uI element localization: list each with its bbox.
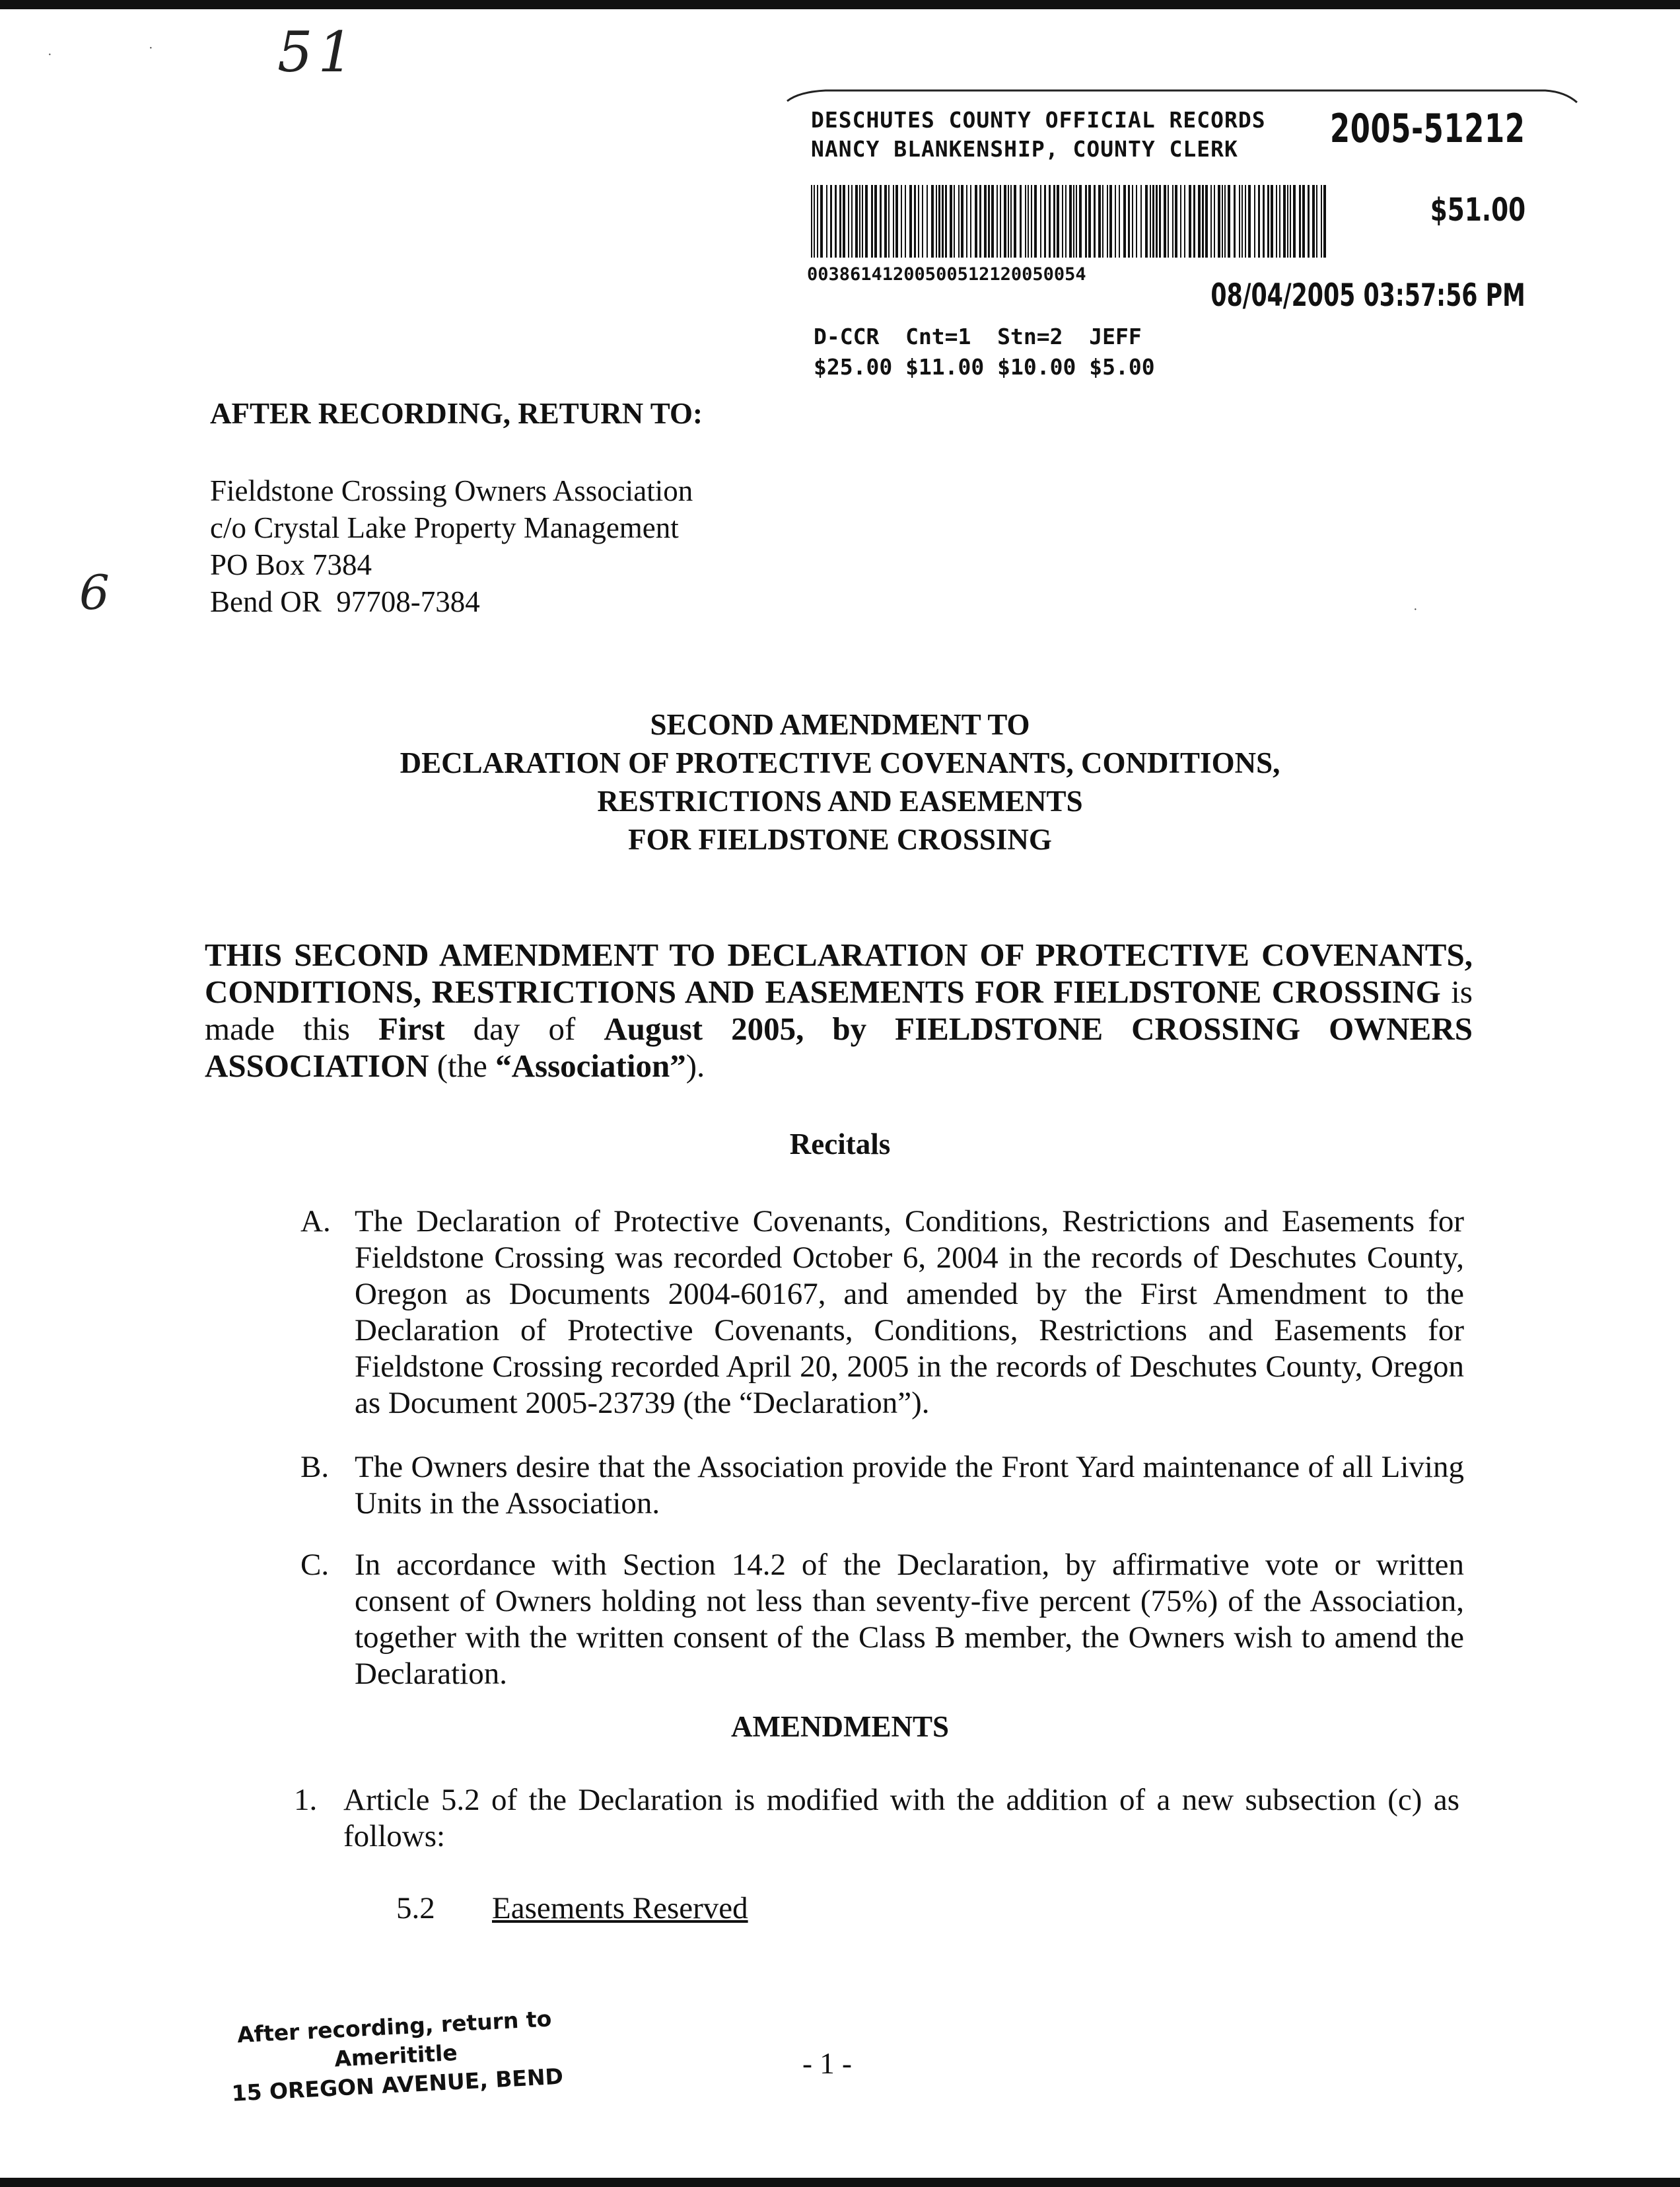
barcode-bar bbox=[830, 185, 832, 258]
barcode-bar bbox=[1000, 185, 1001, 258]
amendment-text: Article 5.2 of the Declaration is modified with the addition of a new subsection (c) as follows: bbox=[343, 1783, 1459, 1853]
barcode-bar bbox=[1214, 185, 1215, 258]
barcode-bar bbox=[1140, 185, 1142, 258]
intro-text: day of bbox=[444, 1011, 604, 1047]
page-number: - 1 - bbox=[802, 2047, 852, 2080]
barcode-bar bbox=[1098, 185, 1101, 258]
stamp-codes: D-CCR Cnt=1 Stn=2 JEFF bbox=[814, 324, 1142, 349]
footer-stamp-line: After recording, return to bbox=[236, 2005, 553, 2048]
barcode-bar bbox=[1242, 185, 1243, 258]
barcode-bar bbox=[1025, 185, 1026, 258]
barcode-bar bbox=[1299, 185, 1301, 258]
barcode-bar bbox=[1276, 185, 1277, 258]
barcode-bar bbox=[958, 185, 960, 258]
amendments-heading: AMENDMENTS bbox=[730, 1710, 949, 1743]
barcode-bar bbox=[1198, 185, 1201, 258]
barcode-bar bbox=[1258, 185, 1260, 258]
intro-text: is made this bbox=[205, 974, 1473, 1047]
barcode-bar bbox=[1094, 185, 1096, 258]
barcode-bar bbox=[848, 185, 849, 258]
barcode-bar bbox=[817, 185, 818, 258]
barcode-bar bbox=[945, 185, 947, 258]
barcode-bar bbox=[865, 185, 868, 258]
handwritten-note-top: 51 bbox=[277, 20, 359, 85]
barcode-bar bbox=[880, 185, 882, 258]
barcode-bar bbox=[811, 185, 812, 258]
barcode-bar bbox=[1205, 185, 1208, 258]
barcode-bar bbox=[1323, 185, 1326, 258]
barcode-bar bbox=[855, 185, 858, 258]
stamp-amounts: $25.00 $11.00 $10.00 $5.00 bbox=[814, 354, 1155, 380]
address-line: Bend OR 97708-7384 bbox=[210, 585, 480, 618]
subsection-title: Easements Reserved bbox=[492, 1891, 748, 1925]
barcode-bar bbox=[1218, 185, 1220, 258]
recital-text: The Declaration of Protective Covenants, Conditions, Restrictions and Easements for Fieldstone Crossing was recorded October 6, 2004 in the records of Deschutes County, Oregon as Documents 2004-60167, and amended by the First Amendment to the Declaration of Protective Covenants, Conditions, Restrictions and Easements for Fieldstone Crossing recorded April 20, 2005 in the records of Deschutes County, Oregon as Document 2005-23739 (the “Declaration”). bbox=[355, 1204, 1464, 1420]
barcode-number: 00386141200500512120050054 bbox=[807, 264, 1086, 285]
intro-text: (the bbox=[429, 1048, 496, 1084]
footer-return-stamp bbox=[228, 2004, 564, 2108]
handwritten-note-margin: 6 bbox=[79, 565, 110, 620]
barcode-bar bbox=[918, 185, 919, 258]
barcode-bar bbox=[862, 185, 863, 258]
barcode-bar bbox=[901, 185, 902, 258]
barcode-bar bbox=[1316, 185, 1317, 258]
barcode-bar bbox=[938, 185, 940, 258]
barcode-bar bbox=[874, 185, 877, 258]
return-to-heading: AFTER RECORDING, RETURN TO: bbox=[210, 397, 703, 430]
barcode-bar bbox=[1228, 185, 1230, 258]
barcode-bar bbox=[970, 185, 971, 258]
barcode-bar bbox=[1267, 185, 1269, 258]
barcode-bar bbox=[843, 185, 845, 258]
barcode-bar bbox=[927, 185, 928, 258]
barcode-bar bbox=[814, 185, 815, 258]
subsection-number: 5.2 bbox=[396, 1891, 435, 1925]
scan-speck: · bbox=[48, 48, 52, 62]
barcode-bar bbox=[1145, 185, 1148, 258]
scan-top-border bbox=[0, 0, 1680, 9]
barcode-bar bbox=[1210, 185, 1212, 258]
barcode-bar bbox=[1119, 185, 1120, 258]
fee-total: $51.00 bbox=[1430, 192, 1525, 229]
barcode-bar bbox=[1085, 185, 1087, 258]
barcode-bar bbox=[859, 185, 860, 258]
recital-label: C. bbox=[300, 1548, 330, 1582]
barcode-bar bbox=[1239, 185, 1240, 258]
barcode-bar bbox=[954, 185, 955, 258]
recital-label: A. bbox=[300, 1204, 331, 1238]
barcode-bar bbox=[1065, 185, 1067, 258]
barcode-bar bbox=[1248, 185, 1251, 258]
title-line: FOR FIELDSTONE CROSSING bbox=[628, 823, 1052, 856]
barcode-bar bbox=[1044, 185, 1046, 258]
barcode-bar bbox=[966, 185, 967, 258]
address-line: c/o Crystal Lake Property Management bbox=[210, 511, 679, 544]
barcode-bar bbox=[1224, 185, 1226, 258]
recital-text: The Owners desire that the Association provide the Front Yard maintenance of all Living Units in the Association. bbox=[355, 1450, 1464, 1521]
barcode-bar bbox=[1057, 185, 1059, 258]
title-line: RESTRICTIONS AND EASEMENTS bbox=[597, 785, 1083, 818]
barcode-bar bbox=[1053, 185, 1055, 258]
address-line: PO Box 7384 bbox=[210, 548, 372, 581]
barcode-bar bbox=[1069, 185, 1072, 258]
barcode-bar bbox=[997, 185, 998, 258]
barcode-bar bbox=[1184, 185, 1185, 258]
return-address bbox=[210, 472, 693, 620]
barcode-bar bbox=[871, 185, 873, 258]
barcode-bar bbox=[1040, 185, 1041, 258]
barcode-bar bbox=[1004, 185, 1006, 258]
barcode-bar bbox=[991, 185, 994, 258]
barcode-bar bbox=[1175, 185, 1177, 258]
intro-bold: THIS SECOND AMENDMENT TO DECLARATION OF PROTECTIVE COVENANTS, CONDITIONS, RESTRICTIONS AND EASEMENTS FOR FIELDSTONE CROSSING bbox=[205, 937, 1473, 1010]
barcode-bar bbox=[1109, 185, 1112, 258]
barcode-bar bbox=[914, 185, 916, 258]
recital-label: B. bbox=[300, 1450, 330, 1484]
barcode-bar bbox=[1008, 185, 1009, 258]
barcode-bar bbox=[1150, 185, 1151, 258]
barcode-bar bbox=[1293, 185, 1296, 258]
barcode-bar bbox=[851, 185, 853, 258]
intro-bold: August 2005, by FIELDSTONE CROSSING OWNERS ASSOCIATION bbox=[205, 1011, 1473, 1084]
title-line: DECLARATION OF PROTECTIVE COVENANTS, CONDITIONS, bbox=[400, 746, 1280, 779]
title-line: SECOND AMENDMENT TO bbox=[650, 708, 1030, 741]
barcode-bar bbox=[909, 185, 912, 258]
barcode-bar bbox=[1283, 185, 1286, 258]
document-title bbox=[198, 705, 1482, 859]
barcode-bar bbox=[1049, 185, 1051, 258]
barcode-bar bbox=[1159, 185, 1161, 258]
barcode-bar bbox=[1107, 185, 1108, 258]
barcode-bar bbox=[1132, 185, 1133, 258]
barcode-bar bbox=[1321, 185, 1322, 258]
recitals-heading: Recitals bbox=[789, 1128, 891, 1161]
stamp-header-line-1: DESCHUTES COUNTY OFFICIAL RECORDS bbox=[811, 107, 1266, 133]
barcode-bar bbox=[1123, 185, 1126, 258]
barcode-bar bbox=[1156, 185, 1158, 258]
barcode-bar bbox=[905, 185, 906, 258]
barcode-bar bbox=[1028, 185, 1029, 258]
barcode-bar bbox=[1152, 185, 1154, 258]
barcode-bar bbox=[1164, 185, 1166, 258]
barcode-bar bbox=[1308, 185, 1310, 258]
barcode-bar bbox=[1073, 185, 1074, 258]
footer-stamp-line: Amerititle bbox=[333, 2039, 458, 2072]
barcode-bar bbox=[961, 185, 963, 258]
barcode-bar bbox=[1115, 185, 1116, 258]
barcode-bar bbox=[1014, 185, 1016, 258]
barcode-bar bbox=[1312, 185, 1315, 258]
barcode-bar bbox=[1180, 185, 1181, 258]
barcode-bar bbox=[1020, 185, 1022, 258]
barcode-bar bbox=[1287, 185, 1288, 258]
barcode-bar bbox=[979, 185, 981, 258]
barcode-bar bbox=[884, 185, 887, 258]
barcode-bar bbox=[1079, 185, 1082, 258]
intro-bold: First bbox=[378, 1011, 445, 1047]
barcode-bar bbox=[942, 185, 944, 258]
intro-text: ). bbox=[685, 1048, 705, 1084]
barcode-bar bbox=[826, 185, 827, 258]
scan-speck: · bbox=[1413, 602, 1418, 617]
barcode-bar bbox=[1168, 185, 1169, 258]
footer-stamp-line: 15 OREGON AVENUE, BEND bbox=[230, 2063, 564, 2106]
recording-datetime: 08/04/2005 03:57:56 PM bbox=[1210, 277, 1525, 314]
amendment-label: 1. bbox=[294, 1783, 318, 1817]
barcode-bar bbox=[1202, 185, 1204, 258]
barcode-bar bbox=[1222, 185, 1223, 258]
barcode-bar bbox=[888, 185, 890, 258]
barcode-bar bbox=[820, 185, 823, 258]
barcode-bar bbox=[1076, 185, 1077, 258]
stamp-header-line-2: NANCY BLANKENSHIP, COUNTY CLERK bbox=[811, 136, 1238, 162]
intro-bold: “Association” bbox=[495, 1048, 686, 1084]
barcode-bar bbox=[1271, 185, 1273, 258]
barcode-bar bbox=[1128, 185, 1130, 258]
barcode-bar bbox=[988, 185, 990, 258]
intro-paragraph bbox=[205, 937, 1473, 1085]
recital-text: In accordance with Section 14.2 of the Declaration, by affirmative vote or written consent of Owners holding not less than seventy-five percent (75%) of the Association, together with the written consent of the Class B member, the Owners wish to amend the Declaration. bbox=[355, 1548, 1464, 1691]
barcode-bar bbox=[1136, 185, 1137, 258]
barcode-bar bbox=[1010, 185, 1012, 258]
scan-speck: · bbox=[149, 41, 153, 55]
barcode-bar bbox=[893, 185, 894, 258]
barcode-bar bbox=[1263, 185, 1265, 258]
barcode-bar bbox=[1088, 185, 1091, 258]
barcode-bar bbox=[1302, 185, 1305, 258]
barcode-bar bbox=[1254, 185, 1255, 258]
barcode-bar bbox=[835, 185, 837, 258]
record-number: 2005-51212 bbox=[1330, 106, 1525, 152]
barcode-bar bbox=[1193, 185, 1195, 258]
barcode-bar bbox=[839, 185, 841, 258]
barcode-bar bbox=[975, 185, 977, 258]
barcode-bar bbox=[936, 185, 937, 258]
barcode-bar bbox=[1031, 185, 1032, 258]
barcode-bar bbox=[950, 185, 952, 258]
barcode-bar bbox=[1279, 185, 1280, 258]
barcode-bar bbox=[1245, 185, 1246, 258]
barcode-bar bbox=[1034, 185, 1037, 258]
address-line: Fieldstone Crossing Owners Association bbox=[210, 474, 693, 507]
barcode-bar bbox=[1102, 185, 1103, 258]
barcode-bar bbox=[895, 185, 898, 258]
barcode-graphic bbox=[811, 185, 1333, 261]
barcode-bar bbox=[922, 185, 923, 258]
barcode-bar bbox=[1290, 185, 1291, 258]
barcode-bar bbox=[931, 185, 934, 258]
barcode-bar bbox=[1234, 185, 1236, 258]
barcode-bar bbox=[1062, 185, 1063, 258]
scan-bottom-border bbox=[0, 2178, 1680, 2187]
barcode-bar bbox=[984, 185, 987, 258]
barcode-bar bbox=[1189, 185, 1191, 258]
barcode-bar bbox=[1172, 185, 1173, 258]
